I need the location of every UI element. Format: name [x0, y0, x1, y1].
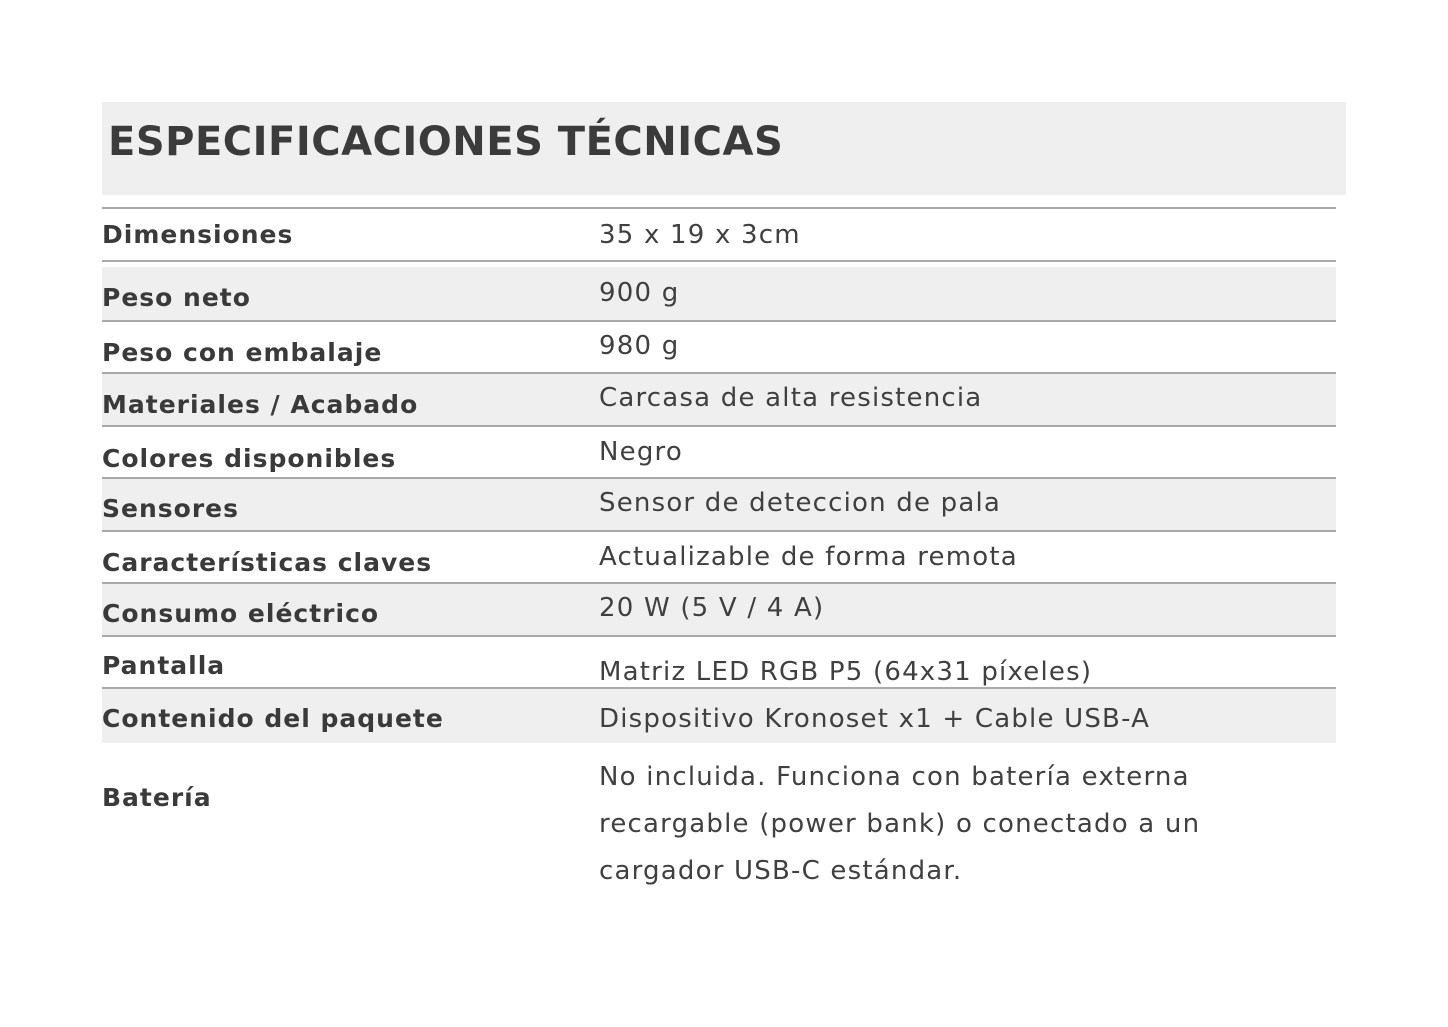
spec-label: Sensores	[102, 494, 239, 523]
spec-row-features	[102, 532, 1336, 582]
spec-value: 900 g	[599, 278, 680, 308]
spec-value: Actualizable de forma remota	[599, 542, 1018, 572]
spec-label: Peso con embalaje	[102, 338, 383, 367]
spec-value: Dispositivo Kronoset x1 + Cable USB-A	[599, 704, 1151, 734]
spec-value: Matriz LED RGB P5 (64x31 píxeles)	[599, 657, 1093, 687]
page-title: ESPECIFICACIONES TÉCNICAS	[108, 119, 784, 165]
spec-row-materials	[102, 374, 1336, 425]
spec-value: Carcasa de alta resistencia	[599, 383, 983, 413]
spec-value-line: No incluida. Funciona con batería externa	[599, 762, 1190, 792]
spec-value: Sensor de deteccion de pala	[599, 488, 1002, 518]
spec-label: Peso neto	[102, 283, 251, 312]
spec-value-line: recargable (power bank) o conectado a un	[599, 809, 1201, 839]
spec-label: Consumo eléctrico	[102, 599, 380, 628]
spec-label: Características claves	[102, 548, 433, 577]
spec-value: 35 x 19 x 3cm	[599, 220, 801, 250]
spec-value: Negro	[599, 437, 683, 467]
spec-row-dimensions	[102, 209, 1336, 261]
spec-value	[599, 754, 1239, 895]
spec-row-colors	[102, 427, 1336, 477]
spec-label: Contenido del paquete	[102, 704, 444, 733]
spec-value-line: cargador USB-C estándar.	[599, 856, 963, 886]
spec-label: Materiales / Acabado	[102, 390, 419, 419]
spec-row-battery	[102, 745, 1336, 895]
spec-value: 980 g	[599, 331, 680, 361]
spec-value: 20 W (5 V / 4 A)	[599, 593, 825, 623]
spec-label: Colores disponibles	[102, 444, 397, 473]
title-band	[102, 102, 1346, 195]
spec-row-display	[102, 637, 1336, 687]
spec-row-power	[102, 584, 1336, 635]
spec-row-net-weight	[102, 267, 1336, 320]
spec-label: Batería	[102, 783, 212, 812]
spec-label: Dimensiones	[102, 220, 294, 249]
spec-row-sensors	[102, 479, 1336, 530]
spec-label: Pantalla	[102, 651, 226, 680]
spec-row-package-contents	[102, 689, 1336, 743]
spec-row-packed-weight	[102, 322, 1336, 372]
